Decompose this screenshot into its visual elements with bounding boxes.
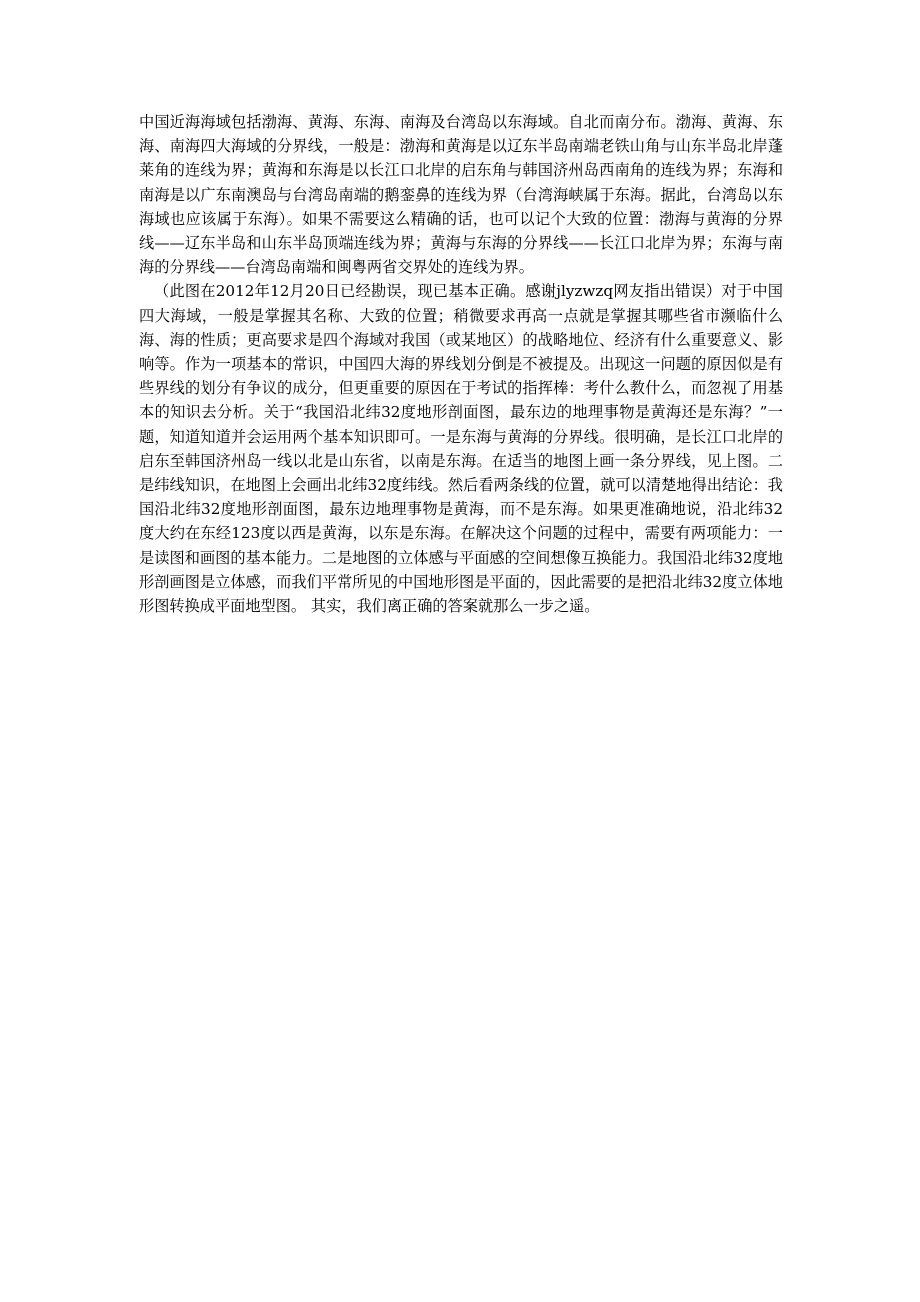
article-body [139,110,783,618]
paragraph-sea-boundaries: 中国近海海域包括渤海、黄海、东海、南海及台湾岛以东海域。自北而南分布。渤海、黄海、东海、南海四大海域的分界线，一般是：渤海和黄海是以辽东半岛南端老铁山角与山东半岛北岸蓬莱角的连线为界；黄海和东海是以长江口北岸的启东角与韩国济州岛西南角的连线为界；东海和南海是以广东南澳岛与台湾岛南端的鹅銮鼻的连线为界（台湾海峡属于东海。据此，台湾岛以东海域也应该属于东海）。如果不需要这么精确的话，也可以记个大致的位置：渤海与黄海的分界线——辽东半岛和山东半岛顶端连线为界；黄海与东海的分界线——长江口北岸为界；东海与南海的分界线——台湾岛南端和闽粤两省交界处的连线为界。 [139,113,783,277]
paragraph-analysis: （此图在2012年12月20日已经勘误，现已基本正确。感谢jlyzwzq网友指出错误）对于中国四大海域，一般是掌握其名称、大致的位置；稍微要求再高一点就是掌握其哪些省市濒临什么海、海的性质；更高要求是四个海域对我国（或某地区）的战略地位、经济有什么重要意义、影响等。作为一项基本的常识，中国四大海的界线划分倒是不被提及。出现这一问题的原因似是有些界线的划分有争议的成分，但更重要的原因在于考试的指挥棒：考什么教什么，而忽视了用基本的知识去分析。关于“我国沿北纬32度地形剖面图，最东边的地理事物是黄海还是东海？”一题，知道知道并会运用两个基本知识即可。一是东海与黄海的分界线。很明确，是长江口北岸的启东至韩国济州岛一线以北是山东省，以南是东海。在适当的地图上画一条分界线，见上图。二是纬线知识，在地图上会画出北纬32度纬线。然后看两条线的位置，就可以清楚地得出结论：我国沿北纬32度地形剖面图，最东边地理事物是黄海，而不是东海。如果更准确地说，沿北纬32度大约在东经123度以西是黄海，以东是东海。在解决这个问题的过程中，需要有两项能力：一是读图和画图的基本能力。二是地图的立体感与平面感的空间想像互换能力。我国沿北纬32度地形剖画图是立体感，而我们平常所见的中国地形图是平面的，因此需要的是把沿北纬32度立体地形图转换成平面地型图。 其实，我们离正确的答案就那么一步之遥。 [139,282,783,616]
